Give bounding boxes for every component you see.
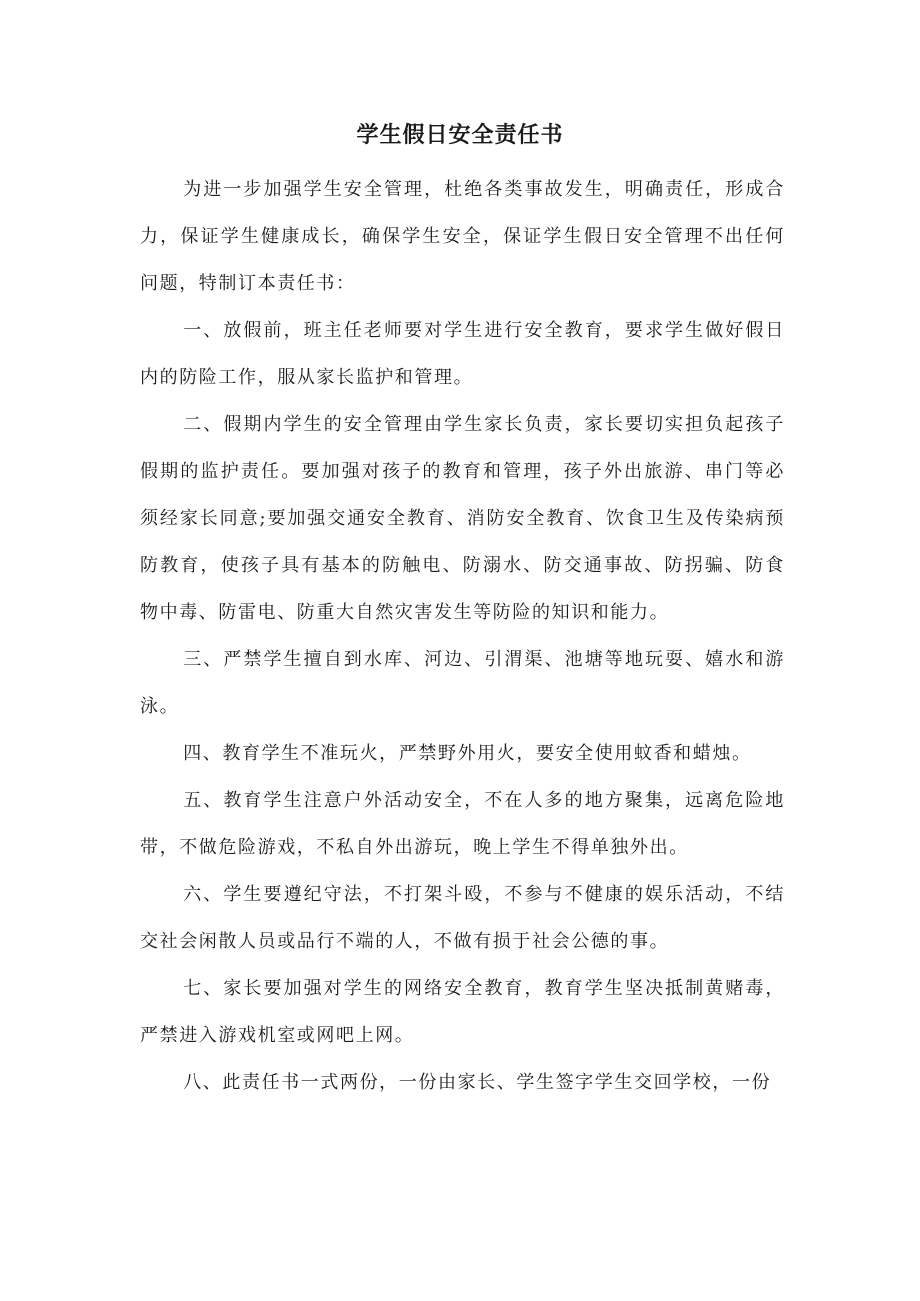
clause-7-paragraph: 七、家长要加强对学生的网络安全教育，教育学生坚决抵制黄赌毒，严禁进入游戏机室或网吧上网。 bbox=[140, 978, 785, 1046]
clause-8-paragraph: 八、此责任书一式两份，一份由家长、学生签字学生交回学校，一份 bbox=[183, 1072, 772, 1093]
clause-5-paragraph: 五、教育学生注意户外活动安全，不在人多的地方聚集，远离危险地带，不做危险游戏，不私自外出游玩，晚上学生不得单独外出。 bbox=[140, 790, 785, 858]
document-title: 学生假日安全责任书 bbox=[356, 122, 564, 148]
clause-2-paragraph: 二、假期内学生的安全管理由学生家长负责，家长要切实担负起孩子假期的监护责任。要加强对孩子的教育和管理，孩子外出旅游、串门等必须经家长同意;要加强交通安全教育、消防安全教育、饮食卫生及传染病预防教育，使孩子具有基本的防触电、防溺水、防交通事故、防拐骗、防食物中毒、防雷电、防重大自然灾害发生等防险的知识和能力。 bbox=[140, 414, 785, 623]
clause-4-paragraph: 四、教育学生不准玩火，严禁野外用火，要安全使用蚊香和蜡烛。 bbox=[183, 743, 752, 764]
clause-1-paragraph: 一、放假前，班主任老师要对学生进行安全教育，要求学生做好假日内的防险工作，服从家长监护和管理。 bbox=[140, 320, 785, 388]
intro-paragraph: 为进一步加强学生安全管理，杜绝各类事故发生，明确责任，形成合力，保证学生健康成长，确保学生安全，保证学生假日安全管理不出任何问题，特制订本责任书： bbox=[140, 179, 785, 294]
clause-3-paragraph: 三、严禁学生擅自到水库、河边、引渭渠、池塘等地玩耍、嬉水和游泳。 bbox=[140, 649, 785, 717]
clause-6-paragraph: 六、学生要遵纪守法，不打架斗殴，不参与不健康的娱乐活动，不结交社会闲散人员或品行不端的人，不做有损于社会公德的事。 bbox=[140, 884, 785, 952]
document-body bbox=[140, 166, 785, 1106]
